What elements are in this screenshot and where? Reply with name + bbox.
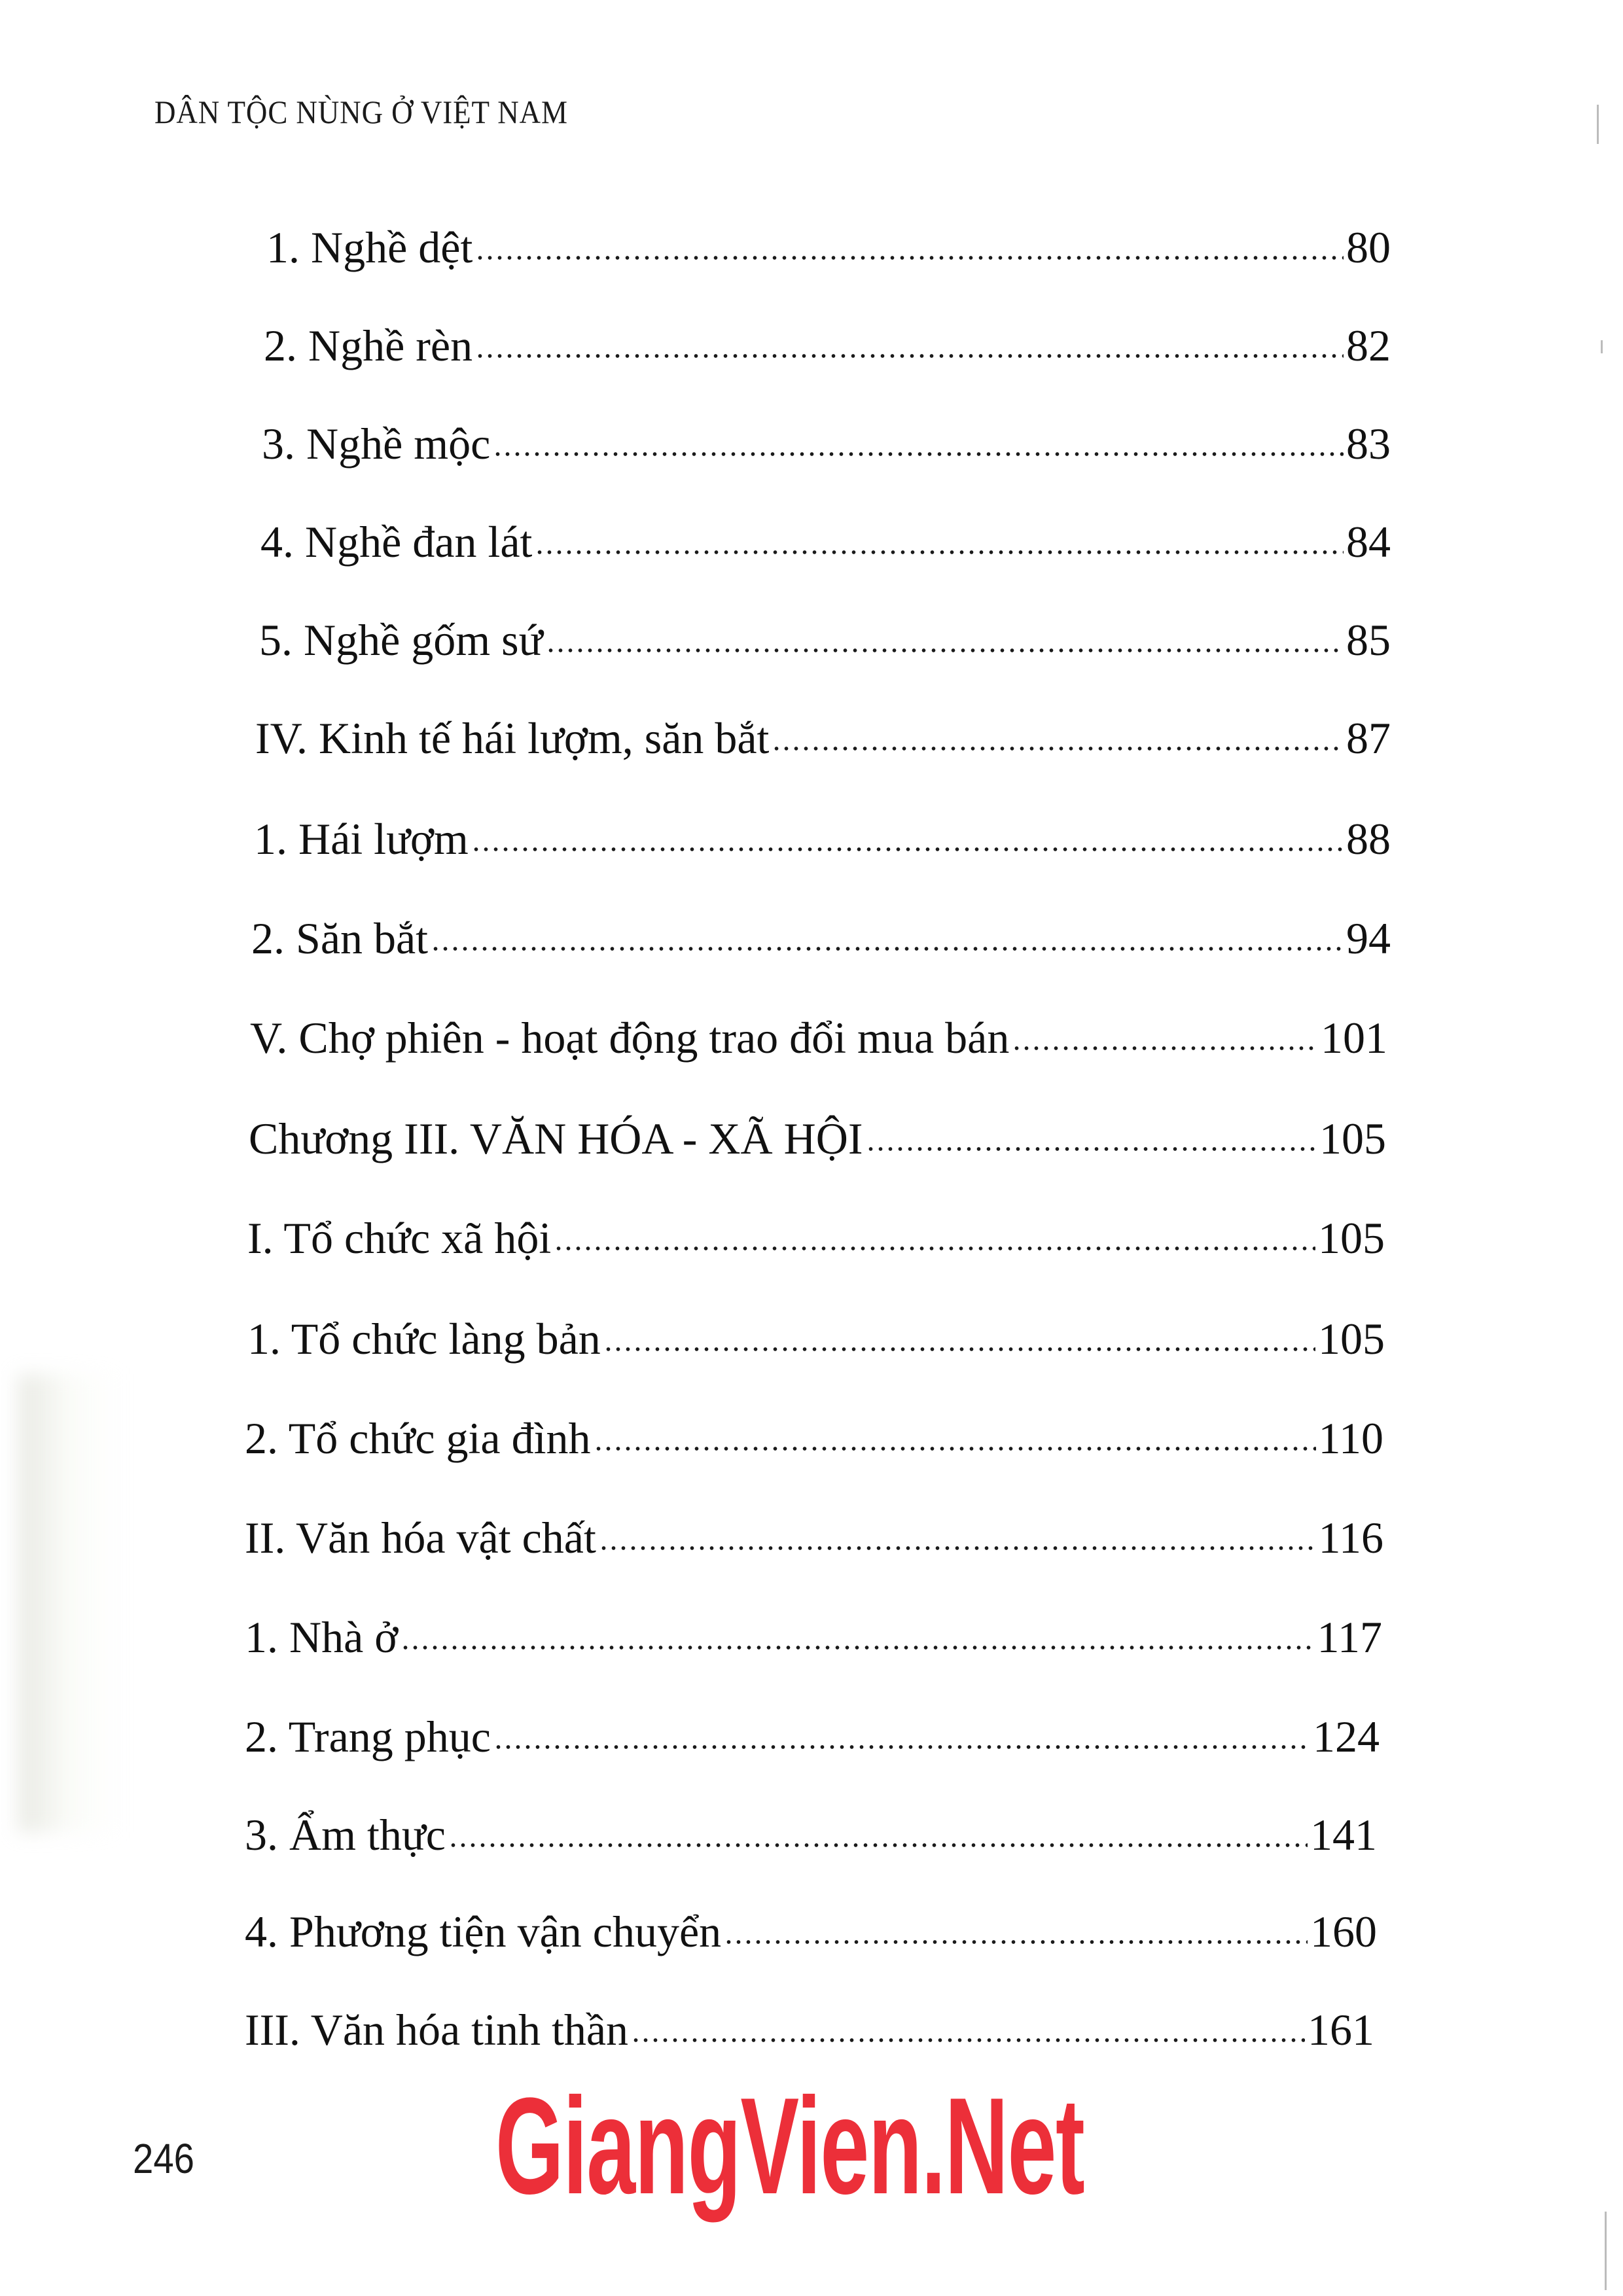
toc-entry-page: 160 (1310, 1907, 1377, 1956)
toc-entry-page: 88 (1346, 814, 1391, 864)
toc-entry-title: 2. Trang phục (245, 1712, 491, 1761)
dot-leader (471, 843, 1344, 856)
toc-entry-title: III. Văn hóa tinh thần (245, 2005, 629, 2055)
toc-entry-title: Chương III. VĂN HÓA - XÃ HỘI (249, 1114, 863, 1163)
toc-entry-title: 1. Hái lượm (254, 814, 469, 864)
toc-entry (245, 1997, 1374, 2056)
toc-entry (247, 1205, 1385, 1264)
page-number: 246 (133, 2135, 194, 2182)
toc-entry-title: 1. Nghề dệt (266, 222, 473, 272)
toc-entry-page: 105 (1318, 1213, 1385, 1263)
toc-entry (251, 906, 1391, 964)
toc-entry-title: 3. Ẩm thực (245, 1810, 446, 1860)
toc-entry-title: 1. Nhà ở (245, 1612, 399, 1662)
toc-entry-title: 4. Nghề đan lát (260, 517, 533, 567)
dot-leader (431, 942, 1344, 955)
toc-entry-page: 101 (1321, 1013, 1387, 1063)
scan-edge-mark (1597, 105, 1599, 144)
toc-entry-title: IV. Kinh tế hái lượm, săn bắt (255, 713, 770, 763)
toc-entry-page: 141 (1310, 1810, 1377, 1860)
toc-entry (245, 1505, 1383, 1564)
toc-entry-page: 83 (1346, 419, 1391, 468)
running-header: DÂN TỘC NÙNG Ở VIỆT NAM (154, 94, 568, 130)
watermark: GiangVien.Net (495, 2069, 1084, 2223)
toc-entry (266, 215, 1391, 274)
dot-leader (772, 742, 1344, 755)
toc-entry-page: 161 (1308, 2005, 1374, 2055)
dot-leader (599, 1542, 1316, 1555)
toc-entry-page: 82 (1346, 321, 1391, 370)
toc-entry-title: 1. Tổ chức làng bản (247, 1314, 601, 1364)
toc-entry (262, 411, 1391, 470)
toc-entry (247, 1306, 1385, 1365)
toc-entry-title: 3. Nghề mộc (262, 419, 491, 468)
toc-entry-page: 105 (1318, 1314, 1385, 1364)
toc-entry-title: 2. Nghề rèn (264, 321, 473, 370)
toc-entry (250, 1005, 1387, 1064)
dot-leader (475, 251, 1344, 264)
toc-entry-title: II. Văn hóa vật chất (245, 1513, 596, 1563)
toc-entry-title: I. Tổ chức xã hội (247, 1213, 552, 1263)
toc-entry (259, 607, 1391, 666)
dot-leader (493, 1740, 1310, 1754)
toc-entry-page: 117 (1317, 1612, 1382, 1662)
toc-entry-page: 110 (1318, 1413, 1383, 1463)
toc-entry (264, 313, 1391, 372)
dot-leader (401, 1641, 1314, 1654)
toc-entry-title: 2. Tổ chức gia đình (245, 1413, 591, 1463)
toc-entry-title: 5. Nghề gốm sứ (259, 615, 543, 665)
toc-entry-page: 84 (1346, 517, 1391, 567)
toc-entry (260, 509, 1391, 568)
toc-entry-title: 4. Phương tiện vận chuyển (245, 1907, 722, 1956)
dot-leader (493, 448, 1344, 461)
dot-leader (448, 1839, 1308, 1852)
toc-entry-title: 2. Săn bắt (251, 913, 429, 963)
scan-edge-mark (1601, 340, 1603, 353)
toc-entry (245, 1802, 1377, 1861)
dot-leader (603, 1343, 1315, 1356)
toc-entry-title: V. Chợ phiên - hoạt động trao đổi mua bán (250, 1013, 1010, 1063)
dot-leader (1012, 1042, 1318, 1055)
toc-entry-page: 94 (1346, 913, 1391, 963)
dot-leader (546, 644, 1344, 657)
toc-entry-page: 116 (1318, 1513, 1383, 1563)
toc-entry (245, 1899, 1377, 1958)
toc-entry (245, 1704, 1380, 1763)
dot-leader (535, 546, 1344, 559)
toc-entry-page: 87 (1346, 713, 1391, 763)
dot-leader (724, 1935, 1308, 1949)
toc-entry-page: 105 (1319, 1114, 1386, 1163)
toc-entry (245, 1405, 1383, 1464)
dot-leader (594, 1442, 1316, 1455)
dot-leader (554, 1242, 1315, 1255)
dot-leader (866, 1142, 1317, 1156)
toc-entry-page: 80 (1346, 222, 1391, 272)
dot-leader (631, 2034, 1305, 2047)
toc-entry (255, 705, 1391, 764)
scan-edge-mark (1605, 2212, 1607, 2290)
toc-entry (249, 1106, 1386, 1165)
dot-leader (475, 349, 1344, 362)
scan-shadow (18, 1374, 123, 1832)
toc-entry-page: 85 (1346, 615, 1391, 665)
toc-entry (254, 806, 1391, 865)
toc-entry-page: 124 (1313, 1712, 1380, 1761)
toc-entry (245, 1604, 1382, 1663)
